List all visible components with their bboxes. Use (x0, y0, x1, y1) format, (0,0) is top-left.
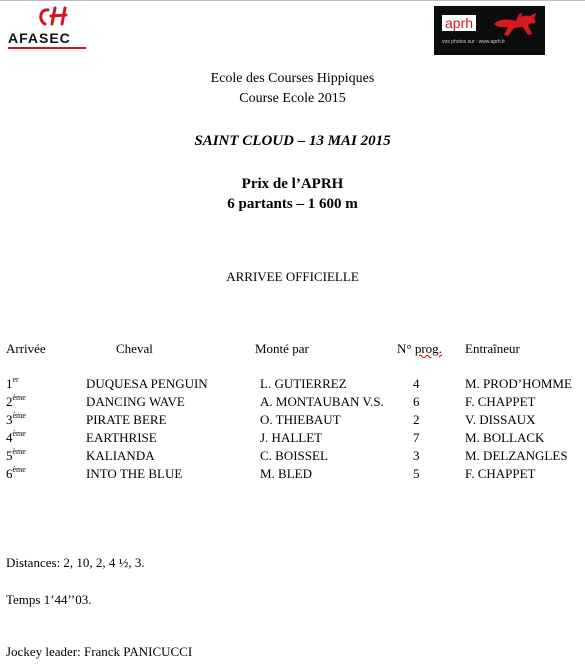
rank-cell: 3ème (6, 411, 26, 427)
afasec-logo (6, 6, 96, 52)
distances-text: Distances: 2, 10, 2, 4 ½, 3. (6, 555, 145, 570)
jockey-cell: A. MONTAUBAN V.S. (260, 394, 384, 409)
jockey-cell: O. THIEBAUT (260, 412, 341, 427)
result-title: ARRIVEE OFFICIELLE (226, 269, 359, 284)
table-row (0, 376, 585, 394)
horse-cell: DANCING WAVE (86, 394, 185, 409)
horse-jockey-icon (490, 10, 542, 40)
aprh-logo (434, 6, 545, 55)
aprh-tagline: vos photos sur : www.aprh.fr (442, 39, 506, 45)
trainer-cell: M. BOLLACK (465, 430, 545, 445)
rank-cell: 5ème (6, 447, 26, 463)
horse-cell: PIRATE BERE (86, 412, 167, 427)
race-time-text: Temps 1’44’’03. (6, 592, 92, 607)
jockey-cell: C. BOISSEL (260, 448, 328, 463)
table-row (0, 412, 585, 430)
afasec-wordmark: AFASEC (8, 30, 71, 46)
table-row (0, 466, 585, 484)
school-title: Ecole des Courses Hippiques (210, 71, 375, 86)
jockey-cell: L. GUTIERREZ (260, 376, 347, 391)
jockey-cell: M. BLED (260, 466, 312, 481)
horse-cell: INTO THE BLUE (86, 466, 183, 481)
table-row (0, 448, 585, 466)
jockey-cell: J. HALLET (260, 430, 323, 445)
prog-cell: 3 (413, 448, 420, 463)
rank-cell: 6ème (6, 465, 26, 481)
prize-name: Prix de l’APRH (241, 176, 344, 192)
aprh-wordmark: aprh (442, 15, 476, 31)
afasec-underline (8, 47, 86, 49)
prog-cell: 4 (413, 376, 420, 391)
horse-cell: KALIANDA (86, 448, 155, 463)
prog-prefix: N° (397, 341, 412, 356)
horse-cell: EARTHRISE (86, 430, 157, 445)
prog-cell: 2 (413, 412, 420, 427)
trainer-cell: F. CHAPPET (465, 394, 536, 409)
prog-label: prog. (414, 341, 442, 356)
rank-cell: 1er (6, 375, 19, 391)
top-border (0, 0, 585, 1)
trainer-cell: V. DISSAUX (465, 412, 536, 427)
col-header-arrivee: Arrivée (6, 341, 46, 356)
trainer-cell: F. CHAPPET (465, 466, 536, 481)
venue-date: SAINT CLOUD – 13 MAI 2015 (194, 133, 391, 149)
col-header-prog (397, 341, 442, 357)
table-row (0, 430, 585, 448)
rank-cell: 2ème (6, 393, 26, 409)
trainer-cell: M. PROD’HOMME (465, 376, 572, 391)
prog-cell: 5 (413, 466, 420, 481)
col-header-entraineur: Entraîneur (465, 341, 520, 356)
jockey-leader-text: Jockey leader: Franck PANICUCCI (6, 644, 193, 659)
col-header-monte-par: Monté par (255, 341, 309, 356)
prog-cell: 6 (413, 394, 420, 409)
course-title: Course Ecole 2015 (239, 91, 346, 106)
trainer-cell: M. DELZANGLES (465, 448, 568, 463)
runners-distance: 6 partants – 1 600 m (227, 196, 358, 212)
rank-cell: 4ème (6, 429, 26, 445)
afasec-ch-emblem-icon (34, 6, 74, 30)
col-header-cheval: Cheval (116, 341, 153, 356)
horse-cell: DUQUESA PENGUIN (86, 376, 208, 391)
table-row (0, 394, 585, 412)
prog-cell: 7 (413, 430, 420, 445)
